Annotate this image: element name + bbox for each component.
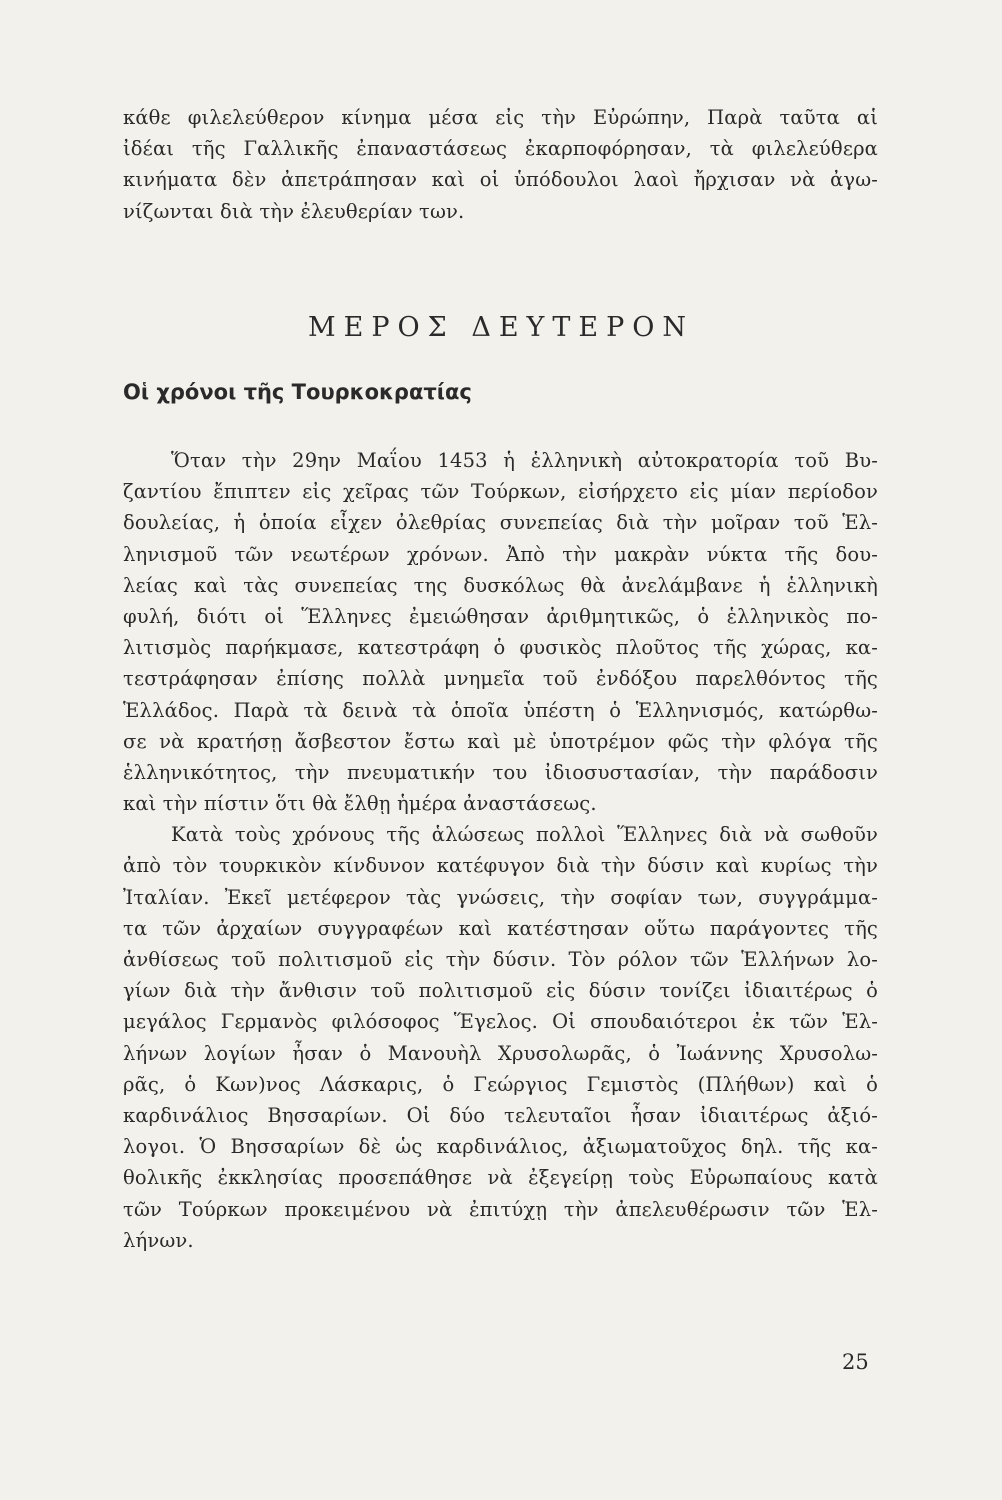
- text-line: τῶν Τούρκων προκειμένου νὰ ἐπιτύχῃ τὴν ἀπελευθέρωσιν τῶν Ἑλ-: [123, 1197, 878, 1221]
- text-line: κινήματα δὲν ἀπετράπησαν καὶ οἱ ὑπόδουλοι λαοὶ ἤρχισαν νὰ ἀγω-: [123, 168, 878, 192]
- text-line: καὶ τὴν πίστιν ὅτι θὰ ἔλθῃ ἡμέρα ἀναστάσεως.: [123, 792, 597, 816]
- text-line: λήνων λογίων ἦσαν ὁ Μανουὴλ Χρυσολωρᾶς, ὁ Ἰωάννης Χρυσολω-: [123, 1041, 878, 1065]
- text-line: Ἑλλάδος. Παρὰ τὰ δεινὰ τὰ ὁποῖα ὑπέστη ὁ Ἑλληνισμός, κατώρθω-: [123, 698, 878, 722]
- text-line: ἀνθίσεως τοῦ πολιτισμοῦ εἰς τὴν δύσιν. Τὸν ρόλον τῶν Ἑλλήνων λο-: [123, 948, 878, 971]
- text-line: τεστράφησαν ἐπίσης πολλὰ μνημεῖα τοῦ ἐνδόξου παρελθόντος τῆς: [123, 667, 878, 691]
- text-line: δουλείας, ἡ ὁποία εἶχεν ὀλεθρίας συνεπείας διὰ τὴν μοῖραν τοῦ Ἑλ-: [123, 511, 878, 535]
- text-line: μεγάλος Γερμανὸς φιλόσοφος Ἕγελος. Οἱ σπουδαιότεροι ἐκ τῶν Ἑλ-: [123, 1010, 878, 1034]
- text-line: λογοι. Ὁ Βησσαρίων δὲ ὡς καρδινάλιος, ἀξιωματοῦχος δηλ. τῆς κα-: [123, 1135, 878, 1159]
- page-number: 25: [842, 1350, 869, 1374]
- text-line: ζαντίου ἔπιπτεν εἰς χεῖρας τῶν Τούρκων, εἰσήρχετο εἰς μίαν περίοδον: [123, 480, 878, 504]
- text-line: ληνισμοῦ τῶν νεωτέρων χρόνων. Ἀπὸ τὴν μακρὰν νύκτα τῆς δου-: [123, 542, 878, 566]
- text-line: λιτισμὸς παρήκμασε, κατεστράφη ὁ φυσικὸς πλοῦτος τῆς χώρας, κα-: [123, 636, 878, 660]
- text-line: Κατὰ τοὺς χρόνους τῆς ἁλώσεως πολλοὶ Ἕλληνες διὰ νὰ σωθοῦν: [171, 823, 878, 847]
- section-heading: Οἱ χρόνοι τῆς Τουρκοκρατίας: [123, 380, 472, 404]
- text-line: ἀπὸ τὸν τουρκικὸν κίνδυνον κατέφυγον διὰ τὴν δύσιν καὶ κυρίως τὴν: [123, 854, 878, 878]
- main-text: [123, 445, 878, 1256]
- part-heading: ΜΕΡΟΣ ΔΕΥΤΕΡΟΝ: [307, 312, 694, 343]
- text-line: ἰδέαι τῆς Γαλλικῆς ἐπαναστάσεως ἐκαρποφόρησαν, τὰ φιλελεύθερα: [123, 137, 878, 161]
- text-line: Ὅταν τὴν 29ην Μαΐου 1453 ἡ ἑλληνικὴ αὐτοκρατορία τοῦ Βυ-: [171, 449, 878, 472]
- text-line: γίων διὰ τὴν ἄνθισιν τοῦ πολιτισμοῦ εἰς δύσιν τονίζει ἰδιαιτέρως ὁ: [123, 979, 878, 1003]
- intro-paragraph: [123, 102, 878, 227]
- text-line: Ἰταλίαν. Ἐκεῖ μετέφερον τὰς γνώσεις, τὴν σοφίαν των, συγγράμμα-: [123, 885, 878, 909]
- text-line: τα τῶν ἀρχαίων συγγραφέων καὶ κατέστησαν οὕτω παράγοντες τῆς: [123, 916, 878, 940]
- text-line: ρᾶς, ὁ Κων)νος Λάσκαρις, ὁ Γεώργιος Γεμιστὸς (Πλήθων) καὶ ὁ: [123, 1072, 878, 1096]
- text-line: νίζωνται διὰ τὴν ἐλευθερίαν των.: [123, 199, 465, 223]
- text-line: θολικῆς ἐκκλησίας προσεπάθησε νὰ ἐξεγείρῃ τοὺς Εὐρωπαίους κατὰ: [123, 1166, 878, 1190]
- text-line: φυλή, διότι οἱ Ἕλληνες ἐμειώθησαν ἀριθμητικῶς, ὁ ἑλληνικὸς πο-: [123, 604, 878, 628]
- text-line: λήνων.: [123, 1228, 194, 1252]
- text-line: λείας καὶ τὰς συνεπείας της δυσκόλως θὰ ἀνελάμβανε ἡ ἑλληνικὴ: [123, 573, 878, 597]
- text-line: σε νὰ κρατήσῃ ἄσβεστον ἔστω καὶ μὲ ὑποτρέμον φῶς τὴν φλόγα τῆς: [123, 729, 878, 753]
- text-line: κάθε φιλελεύθερον κίνημα μέσα εἰς τὴν Εὐρώπην, Παρὰ ταῦτα αἱ: [123, 106, 878, 129]
- text-line: ἑλληνικότητος, τὴν πνευματικήν του ἰδιοσυστασίαν, τὴν παράδοσιν: [123, 760, 878, 784]
- text-line: καρδινάλιος Βησσαρίων. Οἱ δύο τελευταῖοι ἦσαν ἰδιαιτέρως ἀξιό-: [123, 1103, 878, 1127]
